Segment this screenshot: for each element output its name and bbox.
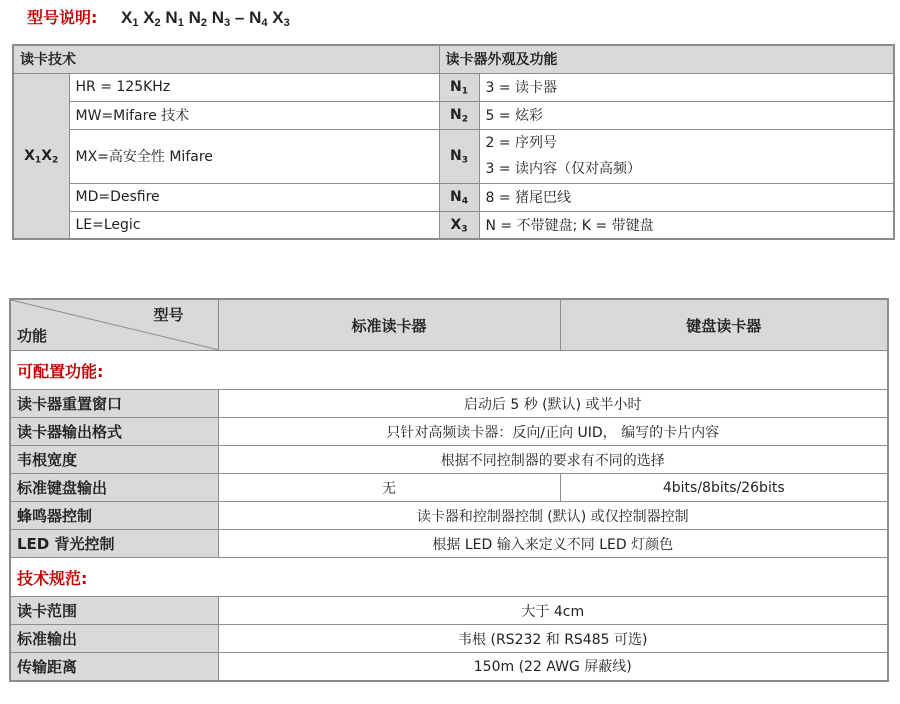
col-standard-reader: 标准读卡器 — [218, 299, 560, 351]
table-row — [10, 502, 888, 530]
row-label: 传输距离 — [10, 653, 218, 681]
row-value-keypad: 4bits/8bits/26bits — [560, 474, 888, 502]
reader-tech-header: 读卡技术 — [13, 45, 439, 73]
n-code-cell: $N_3$ — [439, 129, 479, 183]
corner-function-label: 功能 — [17, 327, 48, 345]
table-row — [10, 597, 888, 625]
table-row — [10, 625, 888, 653]
n-option: 8 = 猪尾巴线 — [479, 183, 894, 211]
n-code-cell: $N_2$ — [439, 101, 479, 129]
table-row — [13, 101, 894, 129]
appearance-function-header: 读卡器外观及功能 — [439, 45, 894, 73]
table-row — [10, 530, 888, 558]
row-value: 150m (22 AWG 屏蔽线) — [218, 653, 888, 681]
row-value: 读卡器和控制器控制 (默认) 或仅控制器控制 — [218, 502, 888, 530]
col-keypad-reader: 键盘读卡器 — [560, 299, 888, 351]
n-option: 3 = 读卡器 — [479, 73, 894, 101]
section-config-row — [10, 351, 888, 390]
n-option: 2 = 序列号 3 = 读内容（仅对高频） — [479, 129, 894, 183]
row-value: 启动后 5 秒 (默认) 或半小时 — [218, 390, 888, 418]
corner-model-label: 型号 — [153, 306, 184, 324]
row-value: 大于 4cm — [218, 597, 888, 625]
corner-header-cell — [10, 299, 218, 351]
row-value: 韦根 (RS232 和 RS485 可选) — [218, 625, 888, 653]
model-table-header — [13, 45, 894, 73]
row-value-standard: 无 — [218, 474, 560, 502]
row-value: 根据不同控制器的要求有不同的选择 — [218, 446, 888, 474]
section-spec-row — [10, 558, 888, 597]
row-label: LED 背光控制 — [10, 530, 218, 558]
table-row — [13, 73, 894, 101]
section-config-title: 可配置功能: — [10, 351, 888, 390]
tech-option: LE=Legic — [69, 211, 439, 239]
x3-code-cell: $X_3$ — [439, 211, 479, 239]
table-row — [10, 418, 888, 446]
table-row — [10, 653, 888, 681]
model-heading-label: 型号说明: — [27, 8, 98, 27]
section-spec-title: 技术规范: — [10, 558, 888, 597]
row-label: 读卡范围 — [10, 597, 218, 625]
feature-table — [9, 298, 889, 682]
table-row — [13, 211, 894, 239]
feature-table-header — [10, 299, 888, 351]
n-code-cell: $N_1$ — [439, 73, 479, 101]
row-value: 根据 LED 输入来定义不同 LED 灯颜色 — [218, 530, 888, 558]
table-row — [13, 183, 894, 211]
table-row — [10, 390, 888, 418]
row-label: 标准输出 — [10, 625, 218, 653]
table-row — [13, 129, 894, 183]
tech-option: MX=高安全性 Mifare — [69, 129, 439, 183]
row-label: 标准键盘输出 — [10, 474, 218, 502]
row-value: 只针对高频读卡器：反向/正向 UID， 编写的卡片内容 — [218, 418, 888, 446]
table-row — [10, 474, 888, 502]
model-code: $X_1$ $X_2$ $N_1$ $N_2$ $N_3 - N_4$ $X_3$ — [120, 8, 290, 29]
x1x2-code-cell: $X_1X_2$ — [13, 73, 69, 239]
row-label: 读卡器重置窗口 — [10, 390, 218, 418]
tech-option: MW=Mifare 技术 — [69, 101, 439, 129]
tech-option: MD=Desfire — [69, 183, 439, 211]
model-code-table — [12, 44, 895, 240]
table-row — [10, 446, 888, 474]
tech-option: HR = 125KHz — [69, 73, 439, 101]
row-label: 读卡器输出格式 — [10, 418, 218, 446]
row-label: 韦根宽度 — [10, 446, 218, 474]
row-label: 蜂鸣器控制 — [10, 502, 218, 530]
n-option: 5 = 炫彩 — [479, 101, 894, 129]
model-heading — [27, 6, 290, 30]
n-option: N = 不带键盘; K = 带键盘 — [479, 211, 894, 239]
n-code-cell: $N_4$ — [439, 183, 479, 211]
